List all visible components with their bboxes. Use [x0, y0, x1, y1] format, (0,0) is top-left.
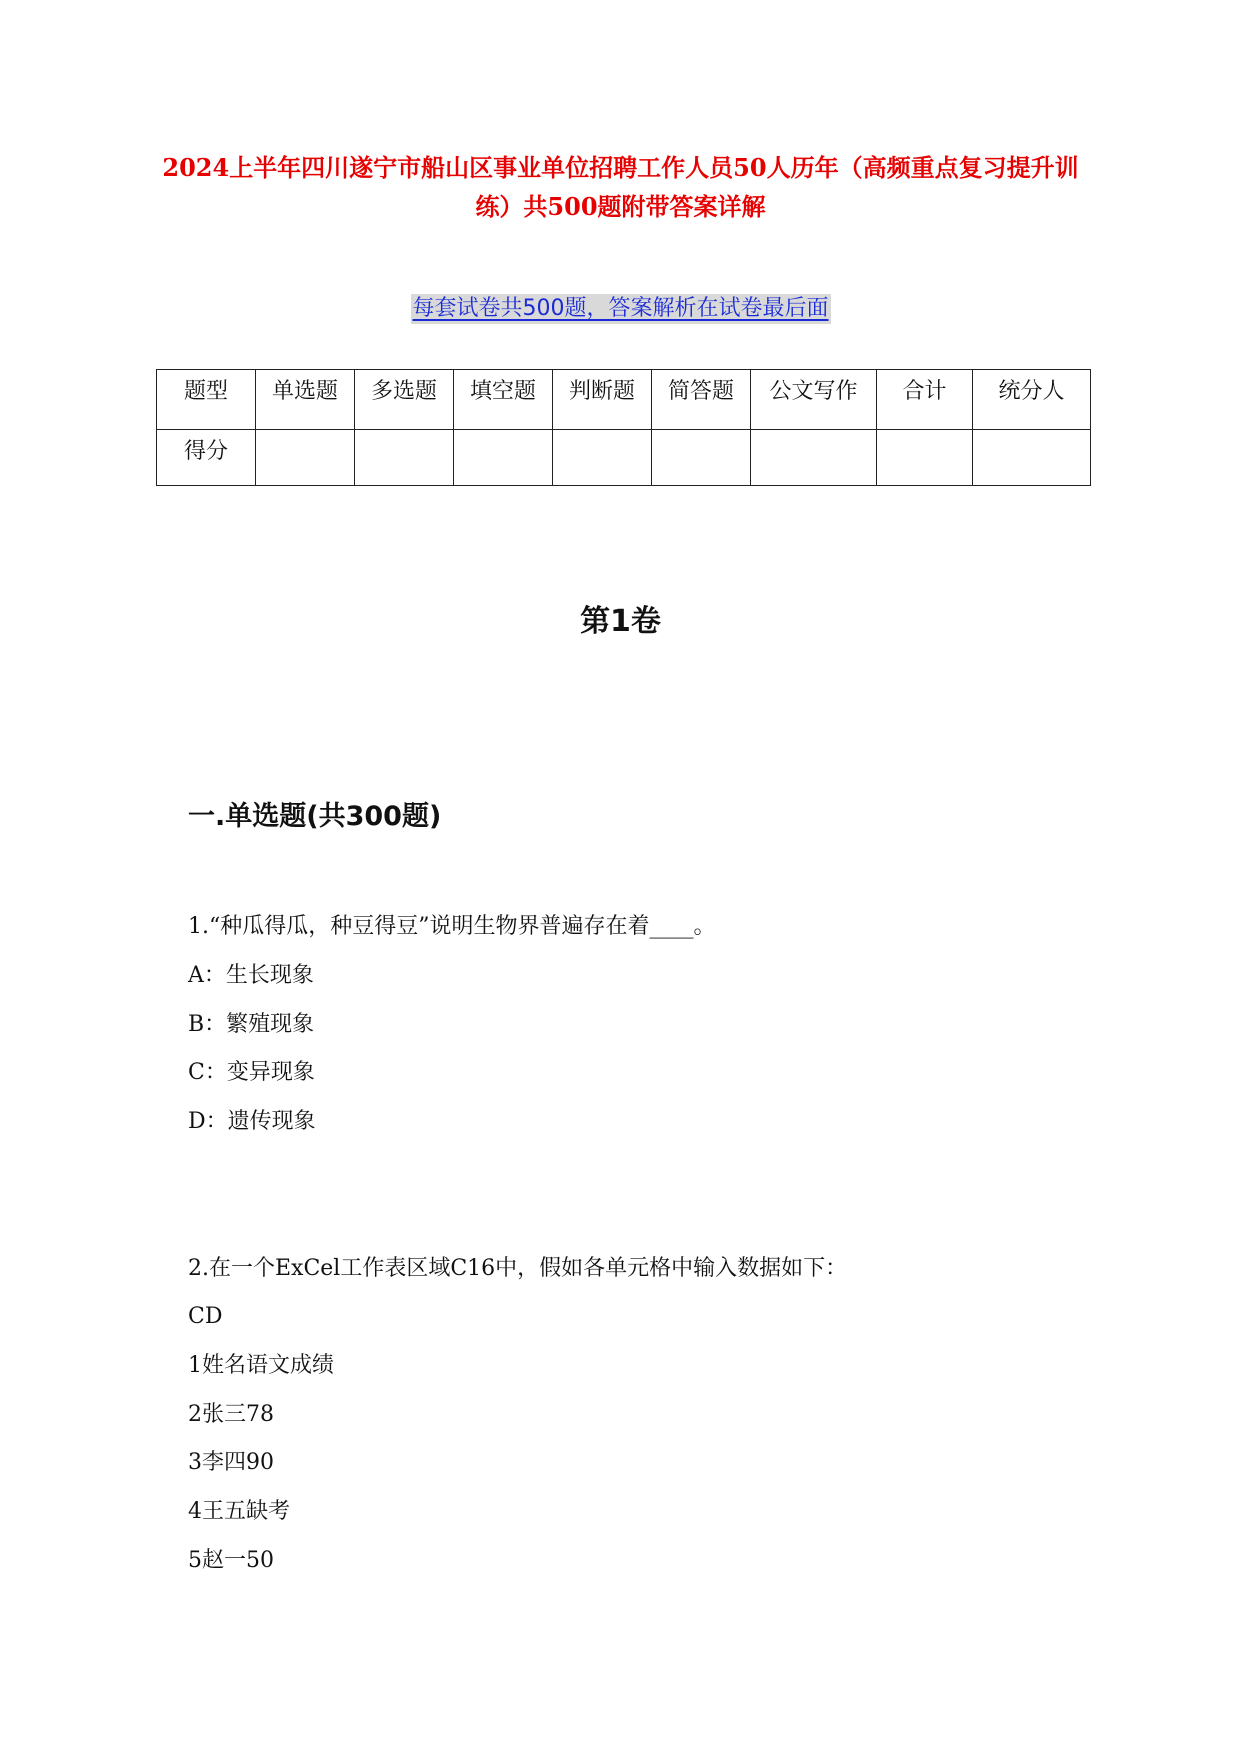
document-title: 2024上半年四川遂宁市船山区事业单位招聘工作人员50人历年（高频重点复习提升训练）共500题附带答案详解: [162, 153, 1079, 221]
score-table-header-row: [157, 370, 1091, 430]
question-1-option-b: B：繁殖现象: [188, 1012, 315, 1037]
header-cell-official-writing: 公文写作: [751, 370, 877, 430]
header-cell-short-answer: 简答题: [652, 370, 751, 430]
score-cell[interactable]: [751, 430, 877, 486]
score-table-score-row: [157, 430, 1091, 486]
score-cell[interactable]: [553, 430, 652, 486]
section-title: 一.单选题(共300题): [188, 801, 442, 832]
header-cell-scorer: 统分人: [973, 370, 1091, 430]
score-table: [156, 369, 1091, 486]
header-cell-type: 题型: [157, 370, 256, 430]
question-2-stem: 2.在一个ExCel工作表区域C16中，假如各单元格中输入数据如下：: [188, 1256, 848, 1281]
subtitle-note: 每套试卷共500题，答案解析在试卷最后面: [411, 294, 831, 324]
header-cell-multi-choice: 多选题: [355, 370, 454, 430]
volume-title: 第1卷: [580, 604, 661, 639]
score-cell[interactable]: [355, 430, 454, 486]
score-cell[interactable]: [652, 430, 751, 486]
question-1-option-d: D：遗传现象: [188, 1109, 316, 1134]
question-2-line: 4王五缺考: [188, 1499, 290, 1524]
score-cell[interactable]: [256, 430, 355, 486]
header-cell-single-choice: 单选题: [256, 370, 355, 430]
score-cell[interactable]: [877, 430, 973, 486]
question-1-option-a: A：生长现象: [188, 963, 314, 988]
question-2-line: CD: [188, 1304, 223, 1329]
subtitle-container: [0, 294, 1241, 324]
question-1-option-c: C：变异现象: [188, 1060, 315, 1085]
question-2-line: 2张三78: [188, 1402, 274, 1427]
score-cell[interactable]: [454, 430, 553, 486]
question-2-line: 1姓名语文成绩: [188, 1353, 334, 1378]
question-1-stem: 1.“种瓜得瓜，种豆得豆”说明生物界普遍存在着____。: [188, 914, 716, 939]
score-row-label: 得分: [157, 430, 256, 486]
score-cell[interactable]: [973, 430, 1091, 486]
question-2-line: 5赵一50: [188, 1548, 274, 1573]
question-2-line: 3李四90: [188, 1450, 274, 1475]
header-cell-total: 合计: [877, 370, 973, 430]
header-cell-true-false: 判断题: [553, 370, 652, 430]
header-cell-fill-blank: 填空题: [454, 370, 553, 430]
